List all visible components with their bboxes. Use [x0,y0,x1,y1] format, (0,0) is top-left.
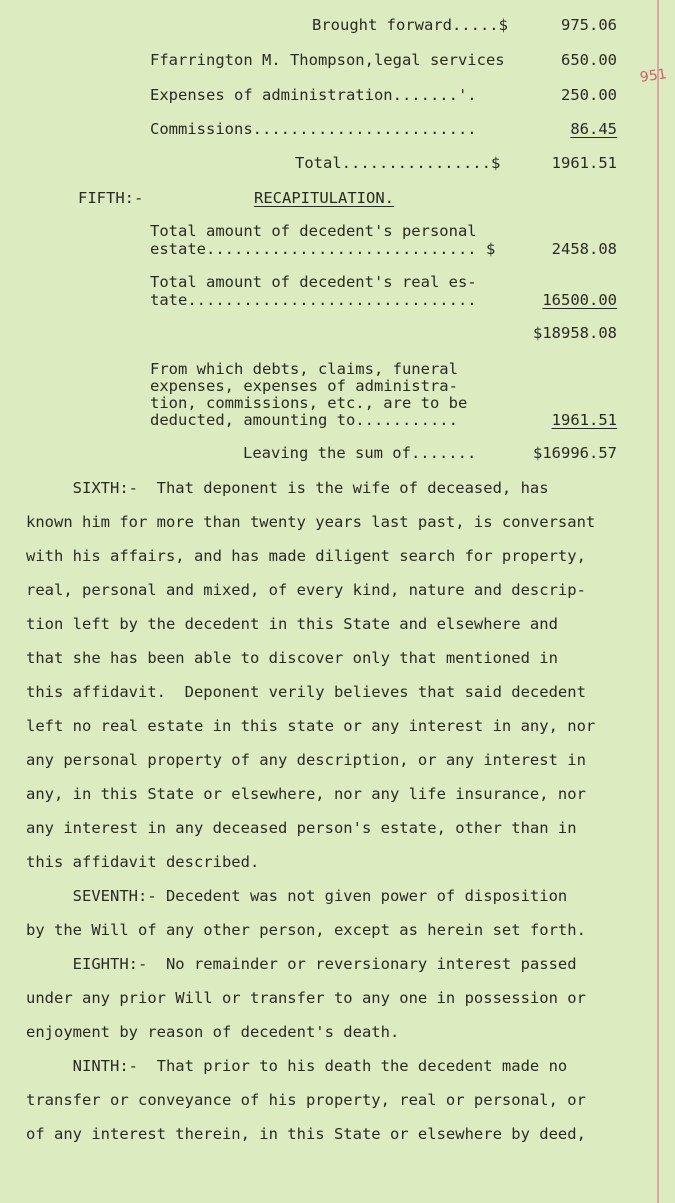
body-line: NINTH:- That prior to his death the decedent made no [26,1057,568,1075]
admin-expenses-label: Expenses of administration.......'. [150,86,477,104]
leaving-sum-amount: $16996.57 [533,444,617,462]
deductions-line2: expenses, expenses of administra- [150,377,458,395]
legal-services-amount: 650.00 [561,51,617,69]
deductions-line4: deducted, amounting to........... [150,411,458,429]
legal-services-label: Ffarrington M. Thompson,legal services [150,51,505,69]
personal-estate-line2: estate............................. $ [150,240,496,258]
subtotal-amount: $18958.08 [533,324,617,342]
affidavit-body [26,471,666,1151]
body-line: that she has been able to discover only that mentioned in [26,649,558,667]
fifth-section-label: FIFTH:- [78,189,144,207]
deductions-amount: 1961.51 [551,411,617,429]
total-amount: 1961.51 [551,154,617,172]
real-estate-amount: 16500.00 [542,291,617,309]
page-number-mark: 951 [639,66,668,86]
commissions-label: Commissions........................ [150,120,477,138]
body-line: with his affairs, and has made diligent search for property, [26,547,586,565]
body-line: SEVENTH:- Decedent was not given power of disposition [26,887,568,905]
deductions-line1: From which debts, claims, funeral [150,360,458,378]
total-label: Total................$ [295,154,501,172]
body-line: under any prior Will or transfer to any one in possession or [26,989,586,1007]
body-line: real, personal and mixed, of every kind, nature and descrip- [26,581,586,599]
body-line: this affidavit. Deponent verily believes that said decedent [26,683,586,701]
body-line: left no real estate in this state or any interest in any, nor [26,717,596,735]
admin-expenses-amount: 250.00 [561,86,617,104]
body-line: by the Will of any other person, except as herein set forth. [26,921,586,939]
body-line: EIGHTH:- No remainder or reversionary interest passed [26,955,577,973]
deductions-line3: tion, commissions, etc., are to be [150,394,468,412]
commissions-amount: 86.45 [570,120,617,138]
personal-estate-amount: 2458.08 [551,240,617,258]
body-line: of any interest therein, in this State or elsewhere by deed, [26,1125,586,1143]
brought-forward-label: Brought forward.....$ [312,16,508,34]
recapitulation-heading: RECAPITULATION. [254,189,394,207]
body-line: any, in this State or elsewhere, nor any life insurance, nor [26,785,586,803]
real-estate-line1: Total amount of decedent's real es- [150,273,477,291]
brought-forward-amount: 975.06 [561,16,617,34]
body-line: any interest in any deceased person's estate, other than in [26,819,577,837]
body-line: SIXTH:- That deponent is the wife of deceased, has [26,479,549,497]
body-line: this affidavit described. [26,853,260,871]
body-line: enjoyment by reason of decedent's death. [26,1023,400,1041]
real-estate-line2: tate............................... [150,291,477,309]
body-line: any personal property of any description, or any interest in [26,751,586,769]
body-line: known him for more than twenty years last past, is conversant [26,513,596,531]
leaving-sum-label: Leaving the sum of....... [243,444,477,462]
personal-estate-line1: Total amount of decedent's personal [150,222,477,240]
body-line: transfer or conveyance of his property, real or personal, or [26,1091,586,1109]
body-line: tion left by the decedent in this State and elsewhere and [26,615,558,633]
